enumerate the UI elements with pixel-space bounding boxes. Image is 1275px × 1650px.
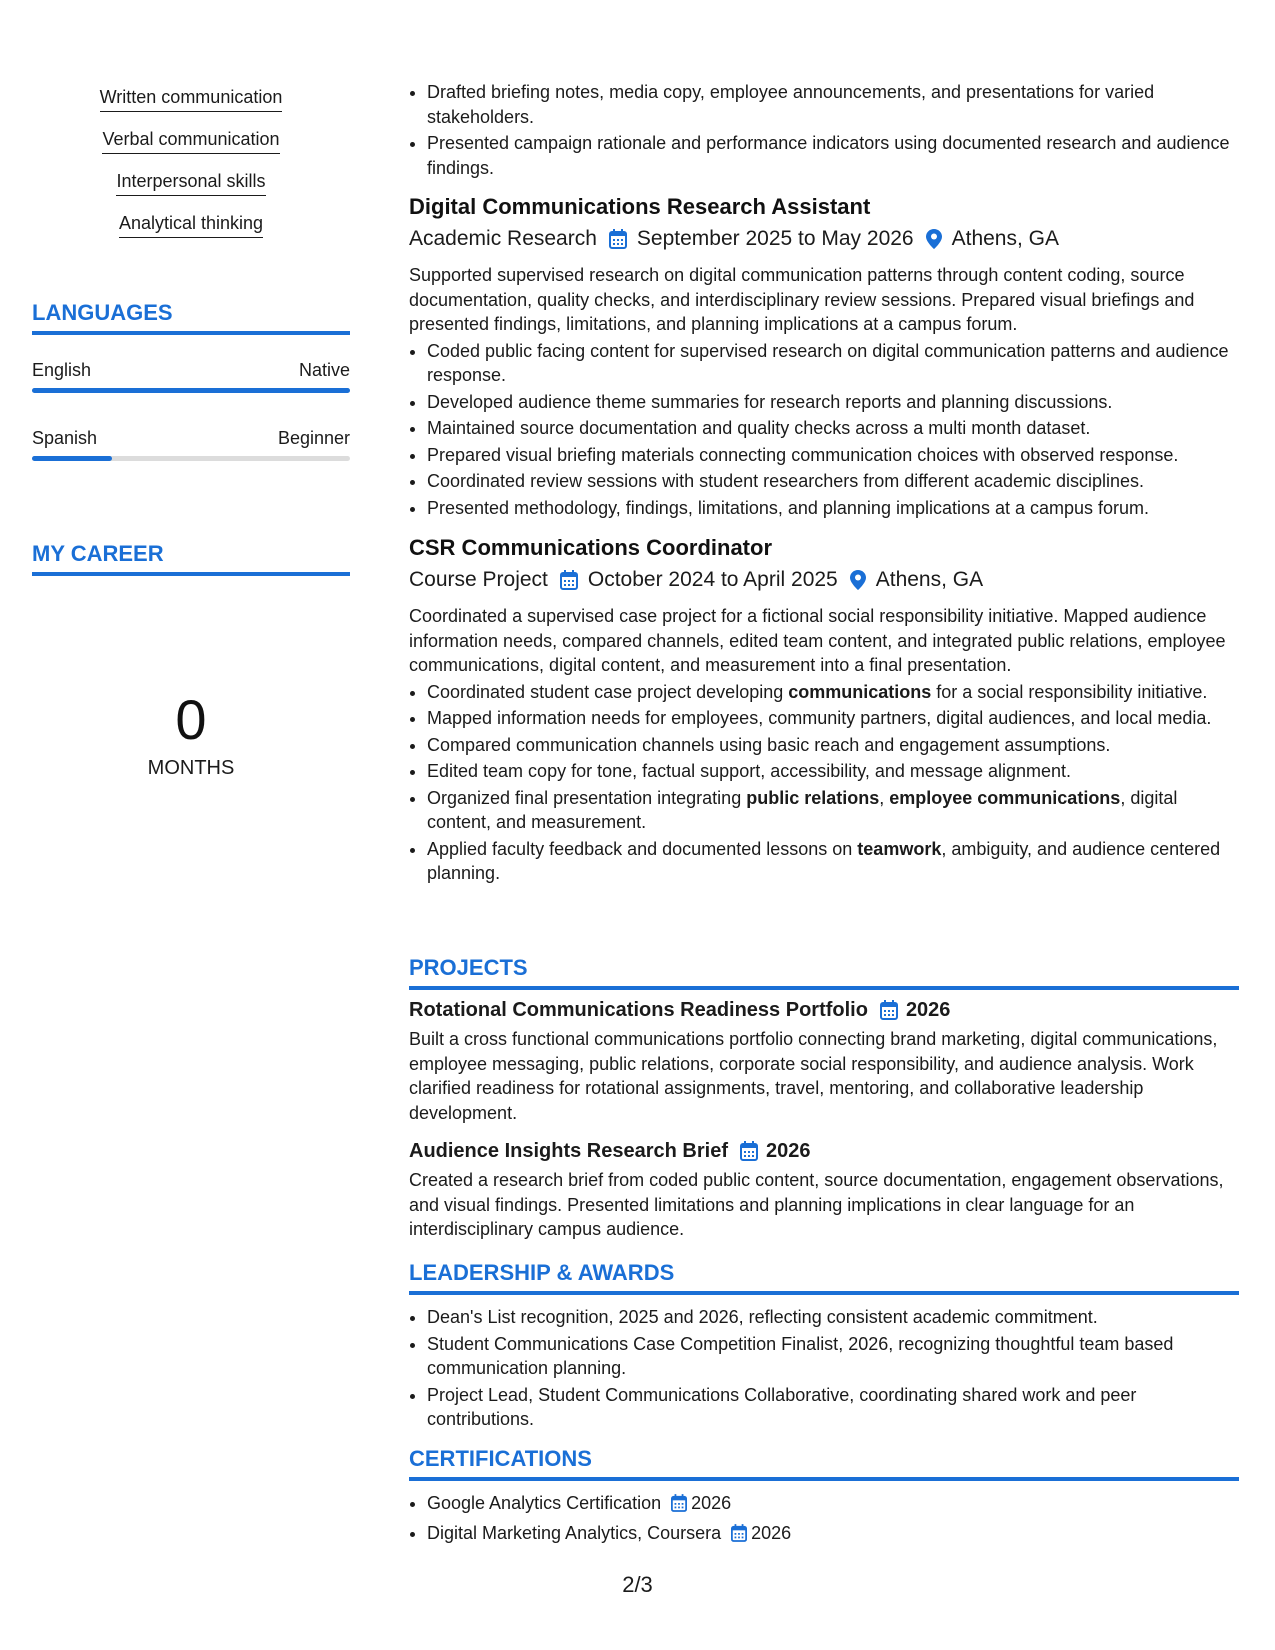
list-item: • Presented campaign rationale and performance indicators using documented research and audience findings. — [427, 131, 1247, 180]
calendar-icon — [671, 1494, 687, 1519]
list-item — [427, 1491, 1247, 1519]
language-name: Spanish — [32, 428, 98, 448]
job-dates: October 2024 to April 2025 — [587, 568, 838, 591]
language-bar-english — [32, 388, 350, 393]
project-description: Built a cross functional communications portfolio connecting brand marketing, digital communications, employee messaging, public relations, corporate social responsibility, and audience analysis. Work clarified readiness for rotational assignments, travel, mentoring, and collaborative leadership development. — [409, 1029, 1218, 1123]
list-item: • Developed audience theme summaries for research reports and planning discussions. — [427, 390, 1239, 415]
certification-name: Google Analytics Certification — [427, 1493, 662, 1513]
skill-item: Written communication — [100, 86, 283, 112]
career-duration — [32, 690, 350, 780]
job-dates: September 2025 to May 2026 — [636, 227, 914, 250]
list-item: • Drafted briefing notes, media copy, employee announcements, and presentations for varied stakeholders. — [427, 80, 1247, 129]
career-unit: MONTHS — [147, 757, 235, 779]
calendar-icon — [609, 229, 627, 249]
skill-item: Interpersonal skills — [116, 170, 265, 196]
job-meta — [409, 225, 1239, 253]
language-bar-fill — [32, 388, 350, 393]
certifications-heading: CERTIFICATIONS — [409, 1446, 1239, 1481]
leadership-list — [409, 1305, 1247, 1434]
project-title-row — [409, 997, 1239, 1023]
job-location: Athens, GA — [951, 227, 1059, 250]
calendar-icon — [731, 1524, 747, 1549]
project-entry — [409, 1138, 1239, 1242]
list-item: • Organized final presentation integrating public relations, employee communications, digital content, and measurement. — [427, 786, 1239, 835]
calendar-icon — [740, 1141, 758, 1161]
certification-name: Digital Marketing Analytics, Coursera — [427, 1522, 722, 1543]
leadership-heading: LEADERSHIP & AWARDS — [409, 1260, 1239, 1295]
project-title: Rotational Communications Readiness Portfolio — [409, 999, 868, 1021]
skill-item: Analytical thinking — [119, 212, 263, 238]
job-entry — [409, 193, 1239, 522]
list-item: • Project Lead, Student Communications Collaborative, coordinating shared work and peer contributions. — [427, 1383, 1247, 1432]
language-level: Native — [298, 360, 350, 380]
skill-item: Verbal communication — [102, 128, 279, 154]
list-item: • Prepared visual briefing materials connecting communication choices with observed response. — [427, 443, 1239, 468]
project-year: 2026 — [905, 999, 951, 1021]
language-row-spanish — [32, 427, 350, 449]
list-item: • Coordinated review sessions with student researchers from different academic disciplines. — [427, 469, 1239, 494]
project-year: 2026 — [765, 1140, 811, 1162]
job-bullets — [409, 680, 1239, 886]
certification-year: 2026 — [751, 1522, 792, 1543]
job-meta — [409, 566, 1239, 594]
certification-year: 2026 — [691, 1493, 732, 1513]
project-description: Created a research brief from coded public content, source documentation, engagement observations, and visual findings. Presented limitations and planning implications in clear language for an interdisciplinary campus audience. — [409, 1170, 1224, 1239]
job-title: CSR Communications Coordinator — [409, 535, 773, 560]
job-summary: Coordinated a supervised case project for a fictional social responsibility initiative. Mapped audience information needs, compared channels, edited team content, and integrated public relations, employee communications, digital content, and measurement into a final presentation. — [409, 606, 1226, 675]
career-value: 0 — [175, 688, 207, 751]
language-name: English — [32, 360, 92, 380]
project-title: Audience Insights Research Brief — [409, 1140, 728, 1162]
location-pin-icon — [850, 570, 866, 590]
language-bar-spanish — [32, 456, 350, 461]
projects-heading: PROJECTS — [409, 955, 1239, 990]
job-bullets — [409, 339, 1239, 521]
calendar-icon — [560, 570, 578, 590]
list-item: • Applied faculty feedback and documented lessons on teamwork, ambiguity, and audience centered planning. — [427, 837, 1239, 886]
languages-heading: LANGUAGES — [32, 300, 350, 335]
list-item: • Edited team copy for tone, factual support, accessibility, and message alignment. — [427, 759, 1239, 784]
list-item: • Coded public facing content for supervised research on digital communication patterns and audience response. — [427, 339, 1239, 388]
sidebar — [32, 0, 350, 1650]
list-item: • Dean's List recognition, 2025 and 2026, reflecting consistent academic commitment. — [427, 1305, 1247, 1330]
list-item: • Presented methodology, findings, limitations, and planning implications at a campus forum. — [427, 496, 1239, 521]
main-content — [409, 0, 1239, 1650]
job-location: Athens, GA — [875, 568, 984, 591]
page-number: 2/3 — [622, 1572, 653, 1597]
job-title: Digital Communications Research Assistant — [409, 194, 871, 219]
certifications-list — [409, 1491, 1247, 1550]
experience-continued-bullets — [409, 80, 1247, 182]
location-pin-icon — [926, 229, 942, 249]
list-item: • Student Communications Case Competition Finalist, 2026, recognizing thoughtful team based communication planning. — [427, 1332, 1247, 1381]
skills-list — [32, 86, 350, 254]
language-level: Beginner — [277, 428, 350, 448]
job-organization: Course Project — [409, 568, 548, 591]
list-item: • Maintained source documentation and quality checks across a multi month dataset. — [427, 416, 1239, 441]
list-item — [427, 1521, 1247, 1549]
language-bar-fill — [32, 456, 112, 461]
job-entry — [409, 534, 1239, 888]
calendar-icon — [880, 1000, 898, 1020]
job-summary: Supported supervised research on digital communication patterns through content coding, source documentation, quality checks, and interdisciplinary review sessions. Prepared visual briefings and presented findings, limitations, and planning implications at a campus forum. — [409, 265, 1195, 334]
list-item: • Compared communication channels using basic reach and engagement assumptions. — [427, 733, 1239, 758]
list-item: • Coordinated student case project developing communications for a social responsibility initiative. — [427, 680, 1239, 705]
job-organization: Academic Research — [409, 227, 597, 250]
language-row-english — [32, 359, 350, 381]
list-item: • Mapped information needs for employees, community partners, digital audiences, and local media. — [427, 706, 1239, 731]
project-entry — [409, 997, 1239, 1125]
career-heading: MY CAREER — [32, 541, 350, 576]
project-title-row — [409, 1138, 1239, 1164]
